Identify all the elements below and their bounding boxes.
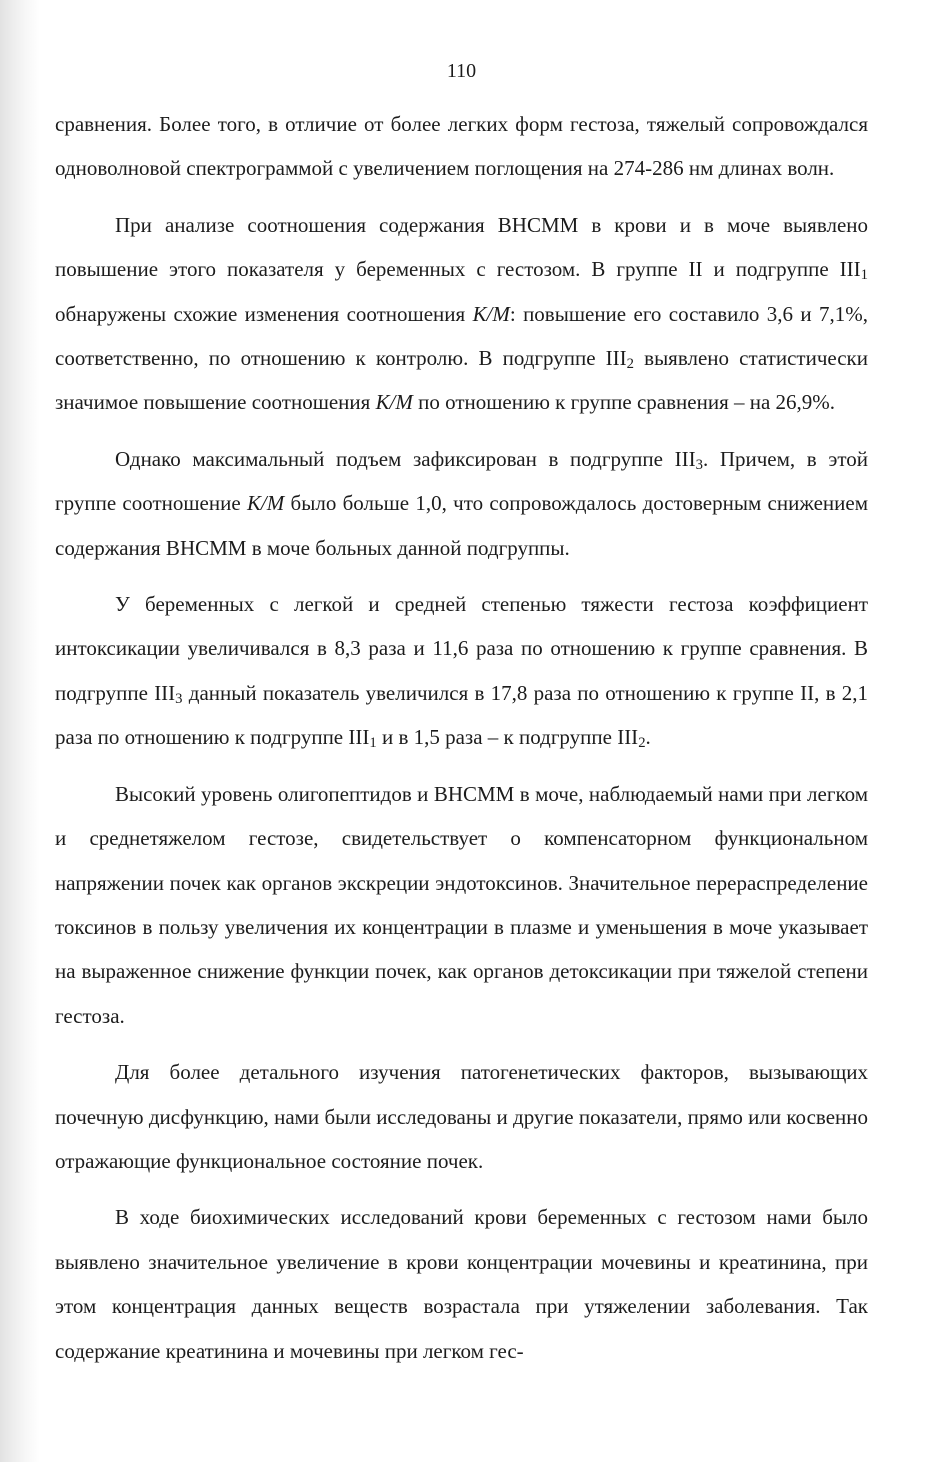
scan-shadow-edge: [0, 0, 40, 1462]
paragraph: [55, 582, 868, 760]
text-run: сравнения. Более того, в отличие от более легких форм гестоза, тяжелый сопровождался одноволновой спектрограммой с увеличением поглощения на 274-286 нм длинах волн.: [55, 112, 868, 181]
paragraph: [55, 437, 868, 570]
paragraph: [55, 1050, 868, 1183]
subscript: 1: [369, 735, 377, 752]
text-run: обнаружены схожие изменения соотношения: [55, 301, 473, 326]
text-run: : повышение его составило 3,6 и 7,1%, соответственно, по отношению к контролю. В подгруппе III: [55, 301, 868, 371]
subscript: 3: [695, 456, 703, 473]
italic-term: К/М: [472, 301, 510, 326]
document-page: [55, 0, 868, 1462]
text-run: выявлено статистически значимое повышение соотношения: [55, 346, 868, 415]
text-run: . Причем, в этой группе соотношение: [55, 446, 868, 516]
body-text: [55, 102, 868, 1373]
subscript: 3: [175, 690, 183, 707]
subscript: 2: [638, 735, 646, 752]
text-run: В ходе биохимических исследований крови беременных с гестозом нами было выявлено значительное увеличение в крови концентрации мочевины и креатинина, при этом концентрация данных веществ возрастала при утяжелении заболевания. Так содержание креатинина и мочевины при легком гес-: [55, 1205, 868, 1363]
paragraph: [55, 203, 868, 425]
paragraph: [55, 772, 868, 1038]
text-run: У беременных с легкой и средней степенью тяжести гестоза коэффициент интоксикации увеличивался в 8,3 раза и 11,6 раза по отношению к группе сравнения. В подгруппе III: [55, 592, 868, 705]
text-run: и в 1,5 раза – к подгруппе III: [376, 725, 639, 750]
text-run: Высокий уровень олигопептидов и ВНСММ в моче, наблюдаемый нами при легком и среднетяжелом гестозе, свидетельствует о компенсаторном функциональном напряжении почек как органов экскреции эндотоксинов. Значительное перераспределение токсинов в пользу увеличения их концентрации в плазме и уменьшения в моче указывает на выраженное снижение функции почек, как органов детоксикации при тяжелой степени гестоза.: [55, 781, 868, 1028]
italic-term: К/М: [375, 390, 413, 415]
text-run: было больше 1,0, что сопровождалось достоверным снижением содержания ВНСММ в моче больных данной подгруппы.: [55, 491, 868, 560]
text-run: по отношению к группе сравнения – на 26,9%.: [412, 390, 836, 415]
subscript: 2: [626, 355, 635, 372]
page-number: 110: [446, 60, 477, 82]
subscript: 1: [860, 267, 868, 284]
paragraph: [55, 102, 868, 191]
text-run: При анализе соотношения содержания ВНСММ в крови и в моче выявлено повышение этого показателя у беременных с гестозом. В группе II и подгруппе III: [55, 212, 868, 282]
text-run: данный показатель увеличился в 17,8 раза по отношению к группе II, в 2,1 раза по отношению к подгруппе III: [55, 680, 868, 750]
paragraph: [55, 1195, 868, 1373]
text-run: Для более детального изучения патогенетических факторов, вызывающих почечную дисфункцию, нами были исследованы и другие показатели, прямо или косвенно отражающие функциональное состояние почек.: [55, 1060, 868, 1173]
text-run: Однако максимальный подъем зафиксирован в подгруппе III: [115, 446, 696, 471]
text-run: .: [645, 725, 651, 750]
italic-term: К/М: [246, 491, 285, 516]
